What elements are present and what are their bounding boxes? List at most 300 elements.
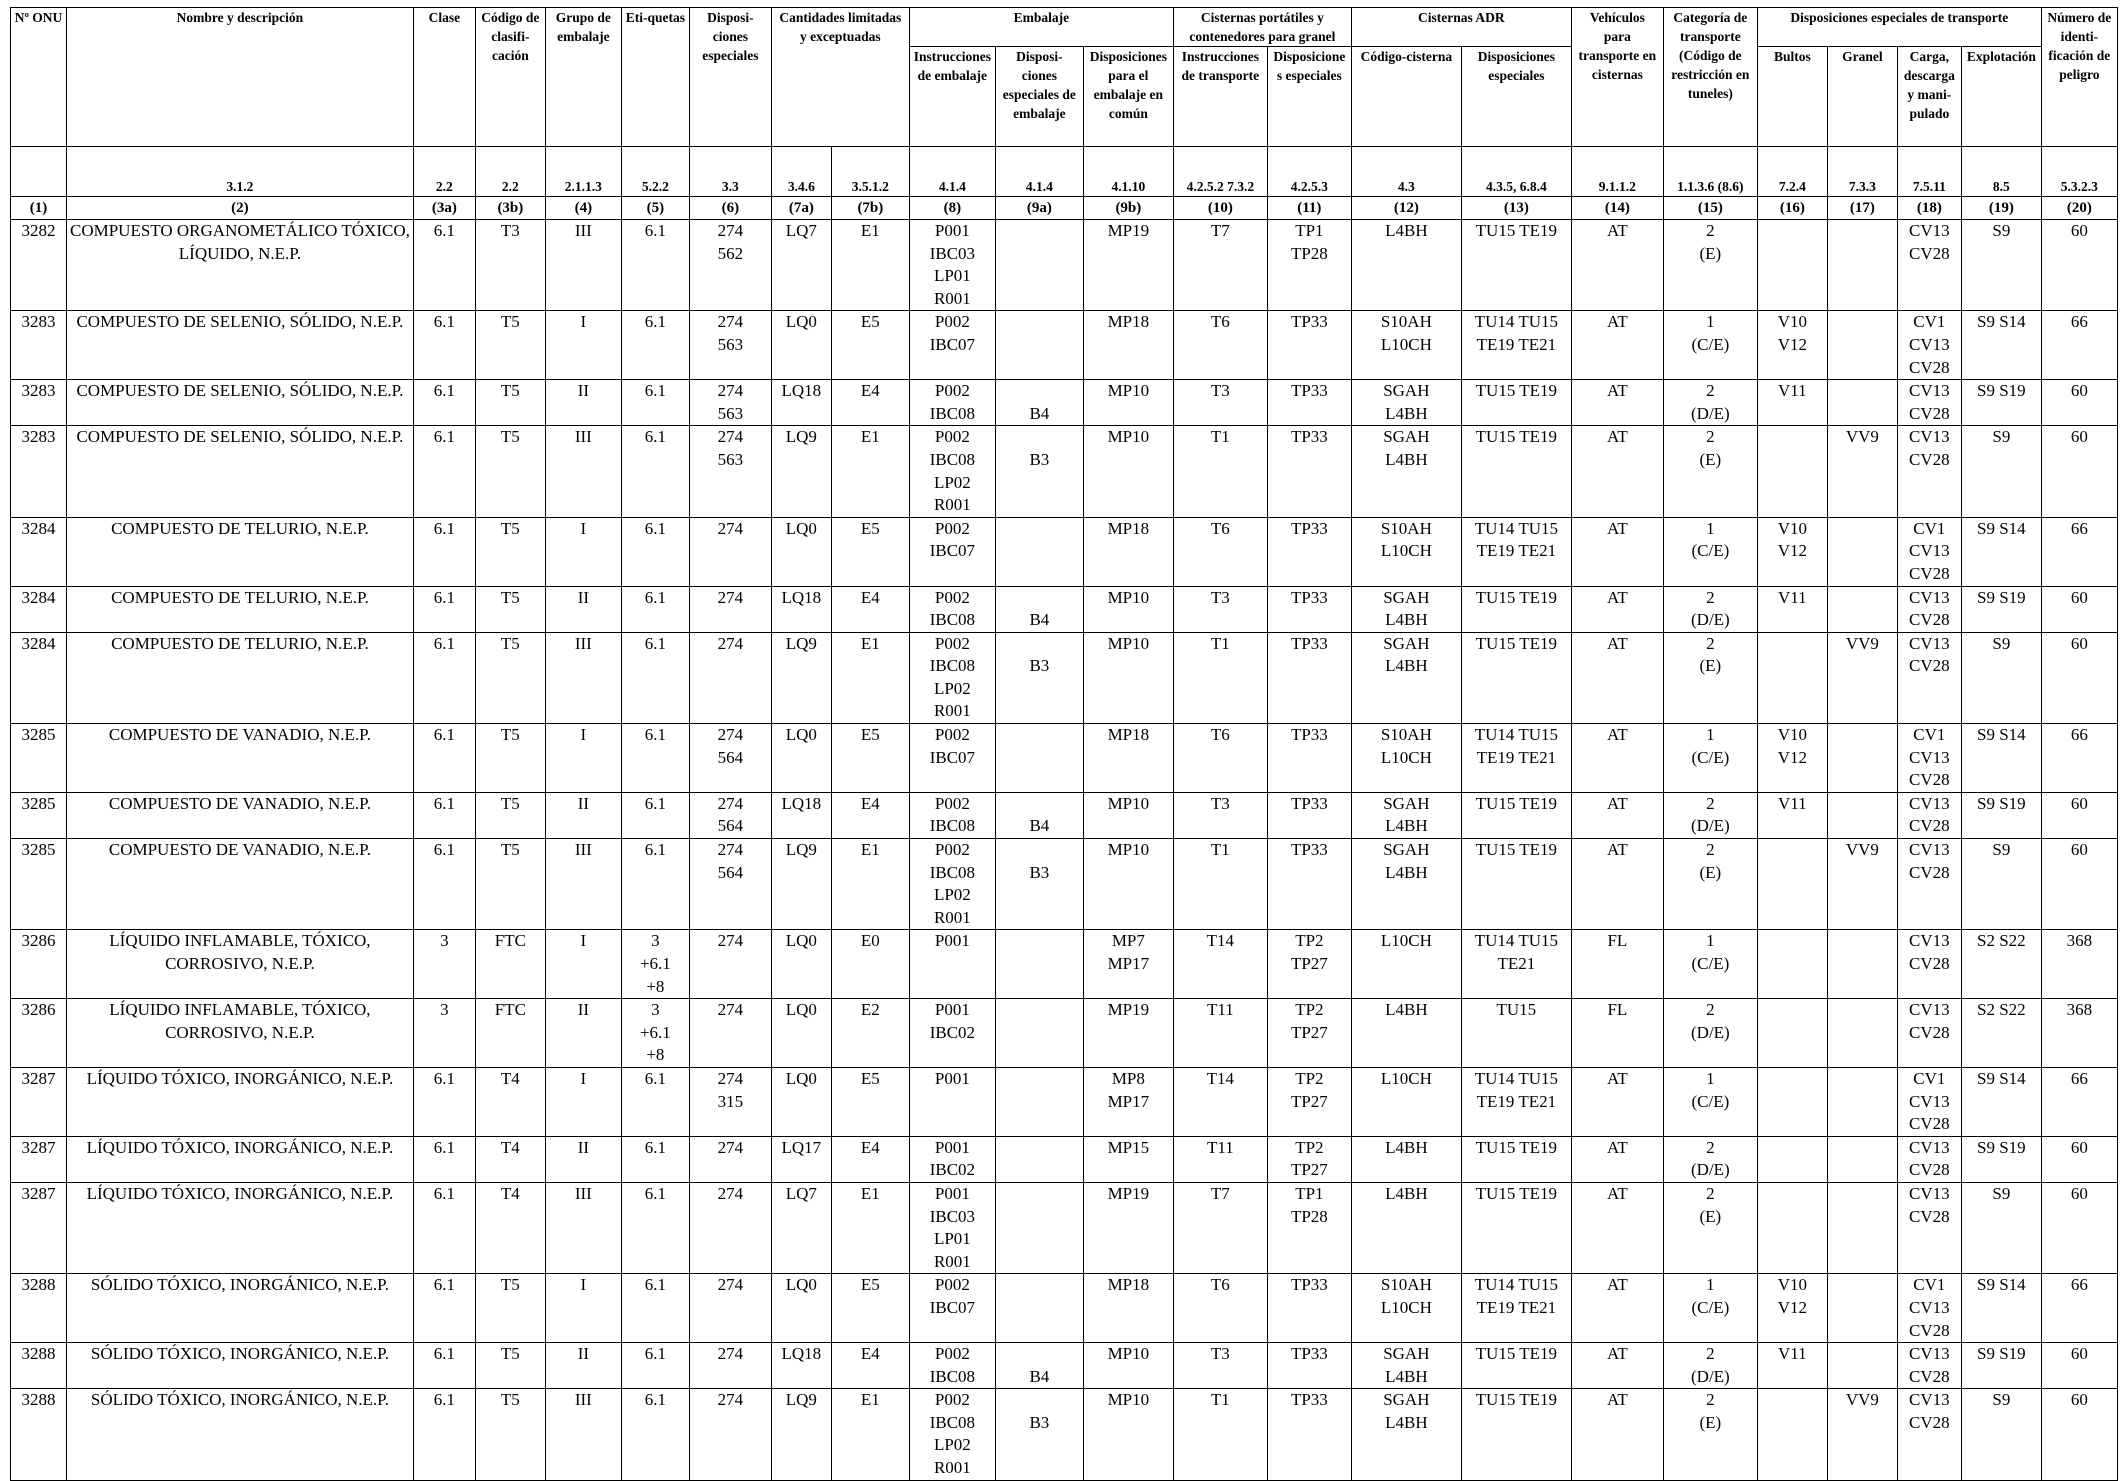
substance-name-line: LÍQUIDO INFLAMABLE, TÓXICO,	[109, 931, 371, 951]
classification-code	[475, 632, 545, 723]
substance-name	[67, 517, 414, 586]
packing-group	[545, 586, 621, 632]
column-number-cell: (8)	[909, 197, 995, 220]
packing-group	[545, 311, 621, 380]
excepted-quantity	[831, 586, 909, 632]
tank-special-line: TP2	[1295, 931, 1324, 951]
special-provisions	[689, 380, 771, 426]
labels-cell-line: 6.1	[644, 1344, 666, 1364]
mixed-packing-line: MP18	[1107, 1275, 1150, 1295]
labels-cell-line: 6.1	[644, 381, 666, 401]
hazard-number-line: 60	[2070, 427, 2088, 447]
tank-special-line: TP27	[1290, 1091, 1328, 1111]
granel	[1827, 586, 1897, 632]
excepted-quantity-line: E1	[860, 1183, 880, 1203]
reference-cell: 4.1.4	[995, 147, 1083, 197]
table-row	[11, 426, 2118, 517]
header-special-transport: Disposiciones especiales de transporte	[1757, 8, 2041, 47]
column-number-cell: (4)	[545, 197, 621, 220]
explotacion-line: S9 S19	[1977, 1344, 2026, 1364]
tank-special-line: TP33	[1290, 518, 1328, 538]
labels-cell-line: 6.1	[644, 587, 666, 607]
limited-quantity	[771, 839, 831, 930]
labels-cell	[621, 999, 689, 1068]
limited-quantity-line: LQ9	[785, 633, 817, 653]
tank-special	[1267, 724, 1351, 793]
tank-special	[1267, 1136, 1351, 1182]
packing-special-value: B3	[1029, 862, 1050, 882]
explotacion-line: S2 S22	[1977, 1000, 2026, 1020]
class-cell	[413, 380, 475, 426]
mixed-packing	[1083, 1067, 1173, 1136]
vehicle-line: FL	[1607, 931, 1628, 951]
vehicle	[1571, 930, 1663, 999]
carga-line: CV28	[1909, 1320, 1950, 1340]
packing-instruction	[909, 632, 995, 723]
tank-instruction	[1173, 220, 1267, 311]
mixed-packing	[1083, 517, 1173, 586]
carga	[1897, 220, 1961, 311]
special-provisions-line: 274	[717, 221, 744, 240]
packing-group-line: III	[574, 221, 592, 240]
labels-cell-line: 6.1	[644, 1390, 666, 1410]
table-row	[11, 311, 2118, 380]
un-number-line: 3282	[21, 221, 56, 240]
limited-quantity-line: LQ7	[785, 1183, 817, 1203]
header-name: Nombre y descripción	[67, 8, 414, 147]
classification-code	[475, 839, 545, 930]
carga	[1897, 586, 1961, 632]
reference-cell: 2.2	[475, 147, 545, 197]
vehicle-line: AT	[1606, 725, 1628, 745]
excepted-quantity-line: E1	[860, 1390, 880, 1410]
transport-category	[1663, 586, 1757, 632]
substance-name	[67, 1067, 414, 1136]
granel-line: VV9	[1845, 427, 1879, 447]
packing-instruction-line: R001	[933, 1458, 971, 1478]
tank-code-line: L10CH	[1380, 747, 1432, 767]
tank-special	[1267, 1182, 1351, 1273]
class-cell	[413, 517, 475, 586]
mixed-packing	[1083, 311, 1173, 380]
limited-quantity-line: LQ0	[785, 1068, 817, 1088]
labels-cell-line: 6.1	[644, 1137, 666, 1157]
transport-category	[1663, 426, 1757, 517]
mixed-packing-line: MP19	[1107, 1000, 1150, 1020]
carga-line: CV28	[1909, 563, 1950, 583]
bultos-line: V12	[1777, 747, 1807, 767]
bultos	[1757, 724, 1827, 793]
hazard-number-line: 66	[2070, 518, 2088, 538]
packing-group	[545, 999, 621, 1068]
special-provisions-line: 564	[717, 862, 744, 882]
substance-name-line: COMPUESTO DE VANADIO, N.E.P.	[108, 840, 371, 860]
labels-cell	[621, 930, 689, 999]
transport-category-line: 2	[1706, 840, 1715, 860]
reference-cell: 3.4.6	[771, 147, 831, 197]
column-number-cell: (7a)	[771, 197, 831, 220]
hazard-number	[2041, 999, 2117, 1068]
labels-cell-line: 6.1	[644, 725, 666, 745]
un-number	[11, 1182, 67, 1273]
packing-instruction	[909, 1136, 995, 1182]
class-cell-line: 6.1	[433, 1275, 455, 1295]
transport-category-line: (C/E)	[1691, 1297, 1730, 1317]
vehicle	[1571, 311, 1663, 380]
tank-special-line: TP28	[1290, 243, 1328, 263]
special-provisions	[689, 1389, 771, 1480]
labels-cell-line: 6.1	[644, 312, 666, 332]
packing-special-value: B4	[1029, 1366, 1050, 1386]
tank-provisions-line: TU15 TE19	[1475, 587, 1558, 607]
tank-special-line: TP33	[1290, 312, 1328, 332]
packing-instruction	[909, 380, 995, 426]
limited-quantity-line: LQ0	[785, 1275, 817, 1295]
explotacion	[1961, 724, 2041, 793]
tank-provisions-line: TU15 TE19	[1475, 427, 1558, 447]
packing-instruction-line: IBC03	[929, 243, 976, 263]
tank-provisions	[1461, 311, 1571, 380]
tank-special-line: TP33	[1290, 381, 1328, 401]
special-provisions	[689, 517, 771, 586]
substance-name	[67, 1274, 414, 1343]
header-labels: Eti-quetas	[621, 8, 689, 147]
tank-code	[1351, 999, 1461, 1068]
limited-quantity-line: LQ18	[781, 587, 822, 607]
hazard-number	[2041, 724, 2117, 793]
transport-category-line: 2	[1706, 633, 1715, 653]
tank-instruction-line: T3	[1210, 587, 1230, 607]
tank-code-line: L10CH	[1380, 334, 1432, 354]
classification-code-line: T5	[500, 1275, 520, 1295]
carga-line: CV28	[1909, 610, 1950, 630]
classification-code	[475, 426, 545, 517]
class-cell-line: 3	[440, 1000, 449, 1020]
tank-code-line: SGAH	[1383, 1344, 1430, 1364]
tank-special-line: TP33	[1290, 725, 1328, 745]
vehicle	[1571, 724, 1663, 793]
transport-category-line: 2	[1706, 381, 1715, 401]
tank-instruction	[1173, 1389, 1267, 1480]
carga-line: CV13	[1909, 1390, 1950, 1410]
header-packing-special: Disposi-ciones especiales de embalaje	[995, 47, 1083, 147]
classification-code	[475, 792, 545, 838]
carga-line: CV28	[1909, 243, 1950, 263]
packing-special-value	[999, 518, 1080, 541]
limited-quantity	[771, 1343, 831, 1389]
packing-group	[545, 930, 621, 999]
carga	[1897, 1274, 1961, 1343]
tank-instruction	[1173, 517, 1267, 586]
packing-instruction-line: IBC08	[929, 862, 976, 882]
explotacion-line: S9	[1992, 1183, 2011, 1203]
tank-code	[1351, 1274, 1461, 1343]
transport-category	[1663, 220, 1757, 311]
tank-instruction-line: T3	[1210, 381, 1230, 401]
special-provisions-line: 274	[717, 1000, 744, 1020]
packing-instruction-line: P002	[934, 518, 970, 538]
reference-cell: 3.5.1.2	[831, 147, 909, 197]
mixed-packing-line: MP18	[1107, 518, 1150, 538]
packing-instruction	[909, 220, 995, 311]
column-number-cell: (9a)	[995, 197, 1083, 220]
reference-cell: 2.1.1.3	[545, 147, 621, 197]
class-cell-line: 6.1	[433, 1183, 455, 1203]
explotacion	[1961, 632, 2041, 723]
un-number	[11, 1274, 67, 1343]
reference-cell: 4.3.5, 6.8.4	[1461, 147, 1571, 197]
reference-cell: 9.1.1.2	[1571, 147, 1663, 197]
reference-cell: 7.2.4	[1757, 147, 1827, 197]
packing-instruction-line: P002	[934, 633, 970, 653]
hazard-number-line: 60	[2070, 1344, 2088, 1364]
transport-category-line: 1	[1706, 1275, 1715, 1295]
packing-special	[995, 930, 1083, 999]
excepted-quantity-line: E5	[860, 1068, 880, 1088]
classification-code-line: T4	[500, 1137, 520, 1157]
table-row	[11, 1067, 2118, 1136]
packing-special	[995, 1182, 1083, 1273]
table-row	[11, 1343, 2118, 1389]
tank-code-line: SGAH	[1383, 381, 1430, 401]
tank-special	[1267, 839, 1351, 930]
tank-provisions-line: TU15	[1496, 1000, 1537, 1020]
labels-cell-line: +8	[646, 1045, 665, 1065]
tank-provisions-line: TU15 TE19	[1475, 633, 1558, 653]
bultos-line: V12	[1777, 334, 1807, 354]
granel	[1827, 1136, 1897, 1182]
packing-group-line: II	[577, 1344, 590, 1364]
packing-special-value: B4	[1029, 610, 1050, 630]
transport-category-line: 2	[1706, 221, 1715, 240]
classification-code-line: T4	[500, 1068, 520, 1088]
excepted-quantity-line: E1	[860, 840, 880, 860]
carga-line: CV1	[1913, 725, 1946, 745]
packing-instruction	[909, 1343, 995, 1389]
limited-quantity-line: LQ0	[785, 312, 817, 332]
carga-line: CV1	[1913, 1275, 1946, 1295]
explotacion	[1961, 1389, 2041, 1480]
carga-line: CV13	[1909, 1137, 1950, 1157]
tank-provisions	[1461, 517, 1571, 586]
packing-instruction-line: IBC02	[929, 1160, 976, 1180]
tank-provisions-line: TE19 TE21	[1476, 1297, 1557, 1317]
packing-instruction-line: IBC08	[929, 1366, 976, 1386]
bultos	[1757, 1136, 1827, 1182]
substance-name-line: SÓLIDO TÓXICO, INORGÁNICO, N.E.P.	[90, 1344, 389, 1364]
explotacion	[1961, 839, 2041, 930]
class-cell-line: 6.1	[433, 1068, 455, 1088]
header-vehicle: Vehículos para transporte en cisternas	[1571, 8, 1663, 147]
explotacion	[1961, 1343, 2041, 1389]
transport-category-line: (E)	[1699, 449, 1722, 469]
excepted-quantity	[831, 724, 909, 793]
special-provisions-line: 274	[717, 725, 744, 745]
substance-name-line: COMPUESTO DE SELENIO, SÓLIDO, N.E.P.	[76, 427, 404, 447]
class-cell-line: 6.1	[433, 381, 455, 401]
packing-group	[545, 1274, 621, 1343]
un-number	[11, 632, 67, 723]
un-number-line: 3284	[21, 633, 56, 653]
packing-instruction-line: R001	[933, 495, 971, 515]
bultos	[1757, 1343, 1827, 1389]
hazard-number	[2041, 380, 2117, 426]
mixed-packing-line: MP17	[1107, 954, 1150, 973]
packing-special	[995, 311, 1083, 380]
tank-code	[1351, 1343, 1461, 1389]
substance-name-line: SÓLIDO TÓXICO, INORGÁNICO, N.E.P.	[90, 1390, 389, 1410]
header-row-references	[11, 147, 2118, 197]
packing-instruction-line: P002	[934, 793, 970, 813]
tank-instruction	[1173, 1343, 1267, 1389]
labels-cell	[621, 839, 689, 930]
substance-name	[67, 426, 414, 517]
labels-cell	[621, 517, 689, 586]
classification-code-line: T5	[500, 518, 520, 538]
hazard-number	[2041, 1389, 2117, 1480]
carga	[1897, 724, 1961, 793]
packing-special	[995, 632, 1083, 723]
packing-special	[995, 1389, 1083, 1480]
substance-name-line: CORROSIVO, N.E.P.	[165, 954, 315, 973]
class-cell	[413, 586, 475, 632]
substance-name-line: LÍQUIDO TÓXICO, INORGÁNICO, N.E.P.	[86, 1068, 394, 1088]
explotacion	[1961, 311, 2041, 380]
class-cell	[413, 220, 475, 311]
special-provisions-line: 274	[717, 840, 744, 860]
carga-line: CV28	[1909, 1206, 1950, 1226]
column-number-cell: (10)	[1173, 197, 1267, 220]
substance-name	[67, 632, 414, 723]
tank-instruction	[1173, 724, 1267, 793]
un-number-line: 3288	[21, 1275, 56, 1295]
mixed-packing-line: MP10	[1107, 840, 1150, 860]
carga	[1897, 1136, 1961, 1182]
tank-provisions	[1461, 1182, 1571, 1273]
column-number-cell: (5)	[621, 197, 689, 220]
labels-cell	[621, 1389, 689, 1480]
vehicle-line: AT	[1606, 1390, 1628, 1410]
limited-quantity-line: LQ9	[785, 427, 817, 447]
dangerous-goods-table	[10, 7, 2118, 1481]
reference-cell: 8.5	[1961, 147, 2041, 197]
packing-group	[545, 1136, 621, 1182]
packing-special	[995, 1343, 1083, 1389]
tank-special-line: TP33	[1290, 1390, 1328, 1410]
class-cell-line: 6.1	[433, 840, 455, 860]
hazard-number	[2041, 426, 2117, 517]
tank-code-line: L4BH	[1385, 862, 1428, 882]
vehicle	[1571, 632, 1663, 723]
tank-provisions-line: TE21	[1497, 954, 1536, 973]
un-number-line: 3283	[21, 381, 56, 401]
labels-cell	[621, 1067, 689, 1136]
tank-code-line: S10AH	[1380, 725, 1432, 745]
transport-category-line: (C/E)	[1691, 954, 1730, 973]
mixed-packing	[1083, 839, 1173, 930]
carga-line: CV13	[1909, 381, 1950, 401]
class-cell	[413, 632, 475, 723]
un-number-line: 3286	[21, 1000, 56, 1020]
class-cell-line: 6.1	[433, 793, 455, 813]
mixed-packing	[1083, 1343, 1173, 1389]
packing-instruction-line: IBC07	[929, 1297, 976, 1317]
vehicle-line: AT	[1606, 840, 1628, 860]
un-number	[11, 792, 67, 838]
tank-instruction	[1173, 839, 1267, 930]
hazard-number-line: 60	[2070, 381, 2088, 401]
excepted-quantity	[831, 1389, 909, 1480]
packing-special-value	[999, 220, 1080, 243]
bultos	[1757, 1389, 1827, 1480]
classification-code	[475, 1389, 545, 1480]
un-number-line: 3283	[21, 427, 56, 447]
packing-instruction-line: P002	[934, 1275, 970, 1295]
carga	[1897, 792, 1961, 838]
bultos	[1757, 632, 1827, 723]
substance-name	[67, 999, 414, 1068]
packing-instruction-line: IBC08	[929, 816, 976, 836]
packing-instruction	[909, 792, 995, 838]
granel	[1827, 1389, 1897, 1480]
mixed-packing-line: MP17	[1107, 1091, 1150, 1111]
vehicle-line: AT	[1606, 381, 1628, 401]
reference-cell: 1.1.3.6 (8.6)	[1663, 147, 1757, 197]
tank-instruction	[1173, 632, 1267, 723]
excepted-quantity	[831, 1274, 909, 1343]
reference-cell: 2.2	[413, 147, 475, 197]
class-cell-line: 3	[440, 931, 449, 951]
special-provisions	[689, 1136, 771, 1182]
reference-cell: 4.2.5.2 7.3.2	[1173, 147, 1267, 197]
limited-quantity	[771, 426, 831, 517]
excepted-quantity	[831, 1136, 909, 1182]
classification-code	[475, 1182, 545, 1273]
classification-code-line: FTC	[494, 1000, 526, 1020]
table-row	[11, 1136, 2118, 1182]
labels-cell	[621, 426, 689, 517]
labels-cell	[621, 792, 689, 838]
tank-instruction	[1173, 380, 1267, 426]
un-number	[11, 517, 67, 586]
explotacion	[1961, 999, 2041, 1068]
tank-special-line: TP1	[1295, 221, 1324, 240]
vehicle-line: AT	[1606, 1068, 1628, 1088]
hazard-number	[2041, 839, 2117, 930]
packing-special-value	[999, 724, 1080, 747]
labels-cell-line: 6.1	[644, 221, 666, 240]
tank-instruction-line: T1	[1210, 427, 1230, 447]
header-code: Código de clasifi-cación	[475, 8, 545, 147]
tank-special	[1267, 1389, 1351, 1480]
carga	[1897, 1067, 1961, 1136]
packing-group-line: I	[580, 312, 587, 332]
substance-name	[67, 792, 414, 838]
explotacion	[1961, 930, 2041, 999]
reference-cell: 3.3	[689, 147, 771, 197]
hazard-number-line: 60	[2070, 793, 2088, 813]
packing-group-line: II	[577, 793, 590, 813]
mixed-packing	[1083, 1389, 1173, 1480]
limited-quantity-line: LQ0	[785, 1000, 817, 1020]
classification-code	[475, 517, 545, 586]
class-cell-line: 6.1	[433, 312, 455, 332]
transport-category	[1663, 999, 1757, 1068]
table-row	[11, 586, 2118, 632]
classification-code	[475, 930, 545, 999]
vehicle	[1571, 1067, 1663, 1136]
mixed-packing	[1083, 586, 1173, 632]
